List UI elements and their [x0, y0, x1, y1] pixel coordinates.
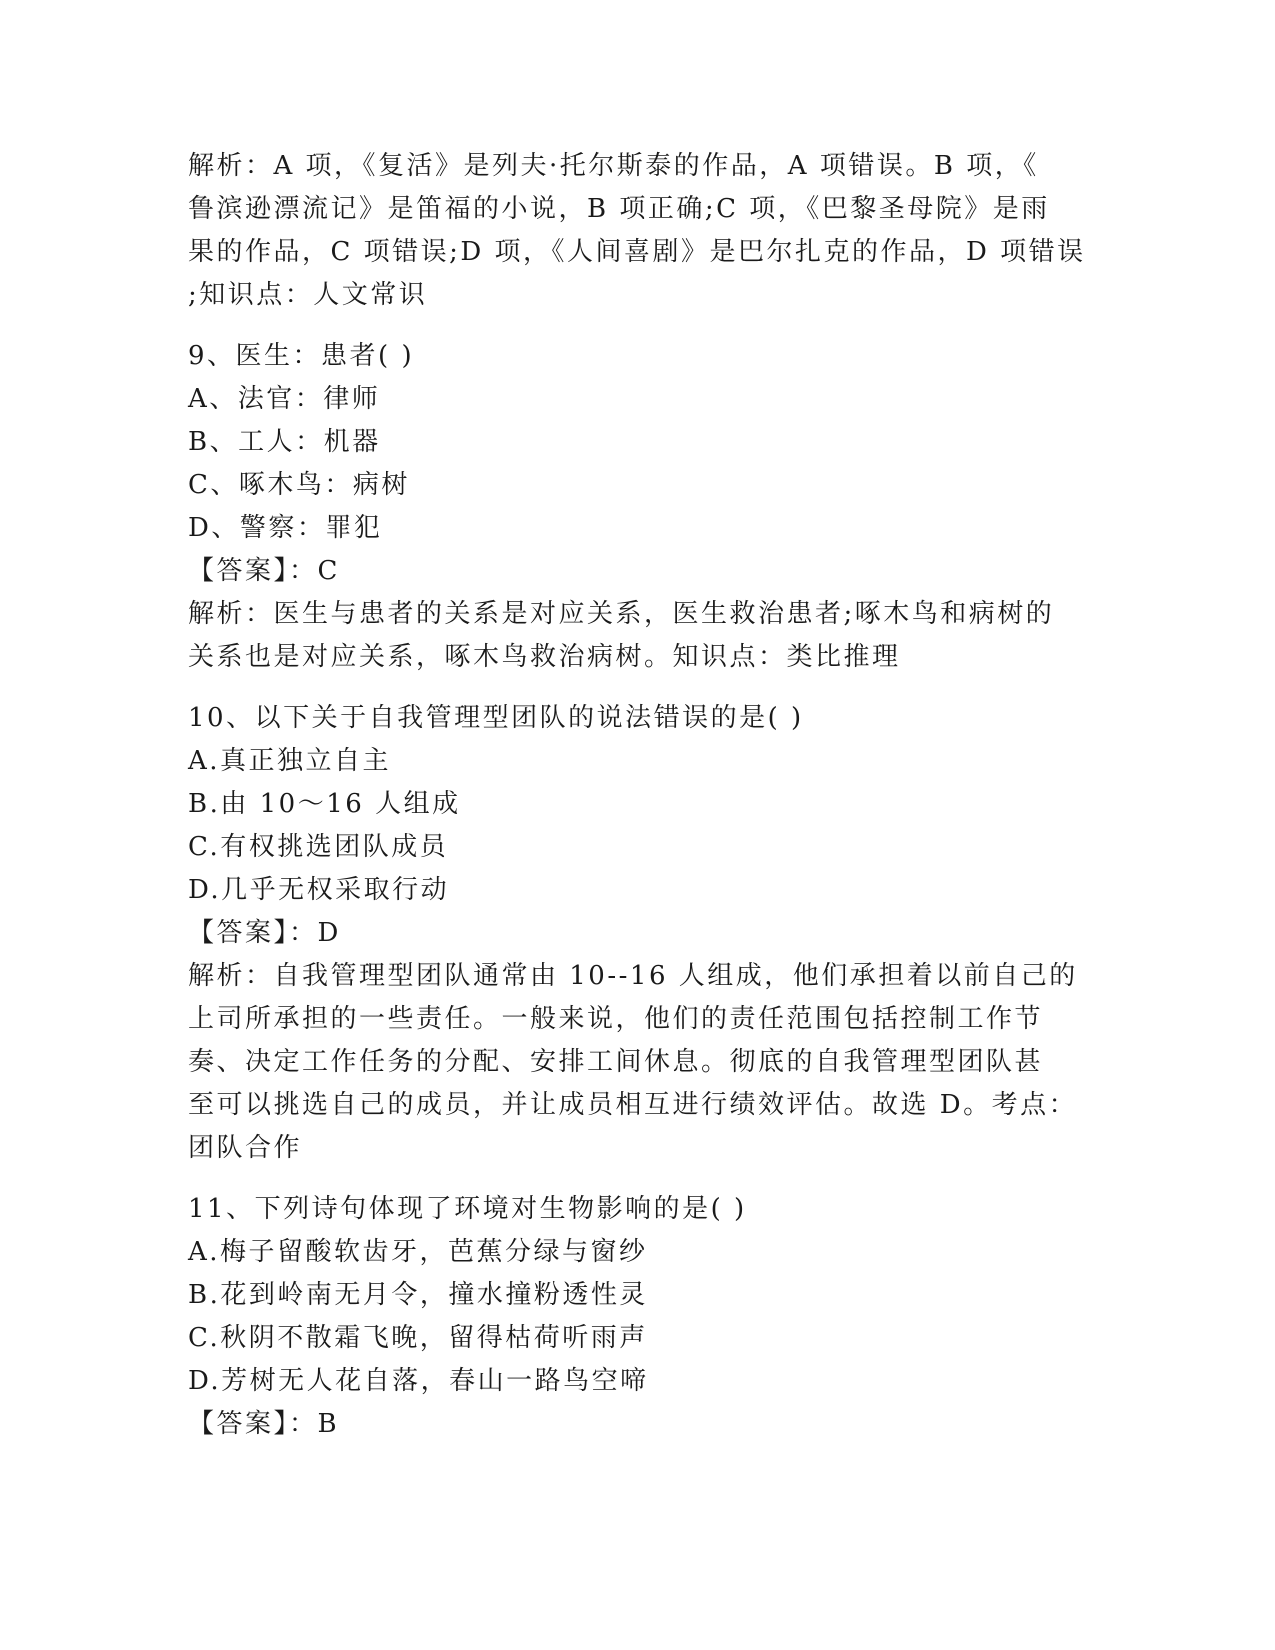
- analysis-line: ;知识点：人文常识: [188, 280, 428, 310]
- option-d: D.几乎无权采取行动: [188, 875, 450, 905]
- analysis-line: 鲁滨逊漂流记》是笛福的小说，B 项正确;C 项，《巴黎圣母院》是雨: [188, 194, 1050, 224]
- option-c: C.秋阴不散霜飞晚，留得枯荷听雨声: [188, 1323, 648, 1353]
- question-stem: 11、下列诗句体现了环境对生物影响的是( ): [188, 1194, 747, 1224]
- analysis-line: 解析：自我管理型团队通常由 10--16 人组成，他们承担着以前自己的: [188, 961, 1078, 991]
- option-d: D、警察：罪犯: [188, 513, 383, 543]
- option-c: C.有权挑选团队成员: [188, 832, 449, 862]
- answer: 【答案】：B: [188, 1409, 340, 1439]
- analysis-line: 上司所承担的一些责任。一般来说，他们的责任范围包括控制工作节: [188, 1004, 1044, 1034]
- analysis-line: 解析：医生与患者的关系是对应关系，医生救治患者;啄木鸟和病树的: [188, 599, 1055, 629]
- option-b: B.花到岭南无月令，撞水撞粉透性灵: [188, 1280, 648, 1310]
- answer: 【答案】：C: [188, 556, 340, 586]
- analysis-line: 解析：A 项，《复活》是列夫·托尔斯泰的作品，A 项错误。B 项，《: [188, 151, 1039, 181]
- analysis-line: 至可以挑选自己的成员，并让成员相互进行绩效评估。故选 D。考点：: [188, 1090, 1078, 1120]
- option-c: C、啄木鸟：病树: [188, 470, 410, 500]
- analysis-line: 奏、决定工作任务的分配、安排工间休息。彻底的自我管理型团队甚: [188, 1047, 1044, 1077]
- question-11: [188, 1188, 1088, 1446]
- analysis-line: 关系也是对应关系，啄木鸟救治病树。知识点：类比推理: [188, 642, 901, 672]
- question-9: [188, 335, 1088, 679]
- question-stem: 10、以下关于自我管理型团队的说法错误的是( ): [188, 703, 804, 733]
- prev-analysis: [188, 145, 1088, 317]
- answer: 【答案】：D: [188, 918, 341, 948]
- option-a: A.梅子留酸软齿牙，芭蕉分绿与窗纱: [188, 1237, 648, 1267]
- page-content: [188, 145, 1088, 1446]
- option-b: B、工人：机器: [188, 427, 381, 457]
- analysis-line: 果的作品，C 项错误;D 项，《人间喜剧》是巴尔扎克的作品，D 项错误: [188, 237, 1086, 267]
- option-a: A、法官：律师: [188, 384, 381, 414]
- option-b: B.由 10～16 人组成: [188, 789, 461, 819]
- option-d: D.芳树无人花自落，春山一路鸟空啼: [188, 1366, 649, 1396]
- question-10: [188, 697, 1088, 1170]
- analysis-line: 团队合作: [188, 1133, 303, 1163]
- question-stem: 9、医生：患者( ): [188, 341, 415, 371]
- option-a: A.真正独立自主: [188, 746, 392, 776]
